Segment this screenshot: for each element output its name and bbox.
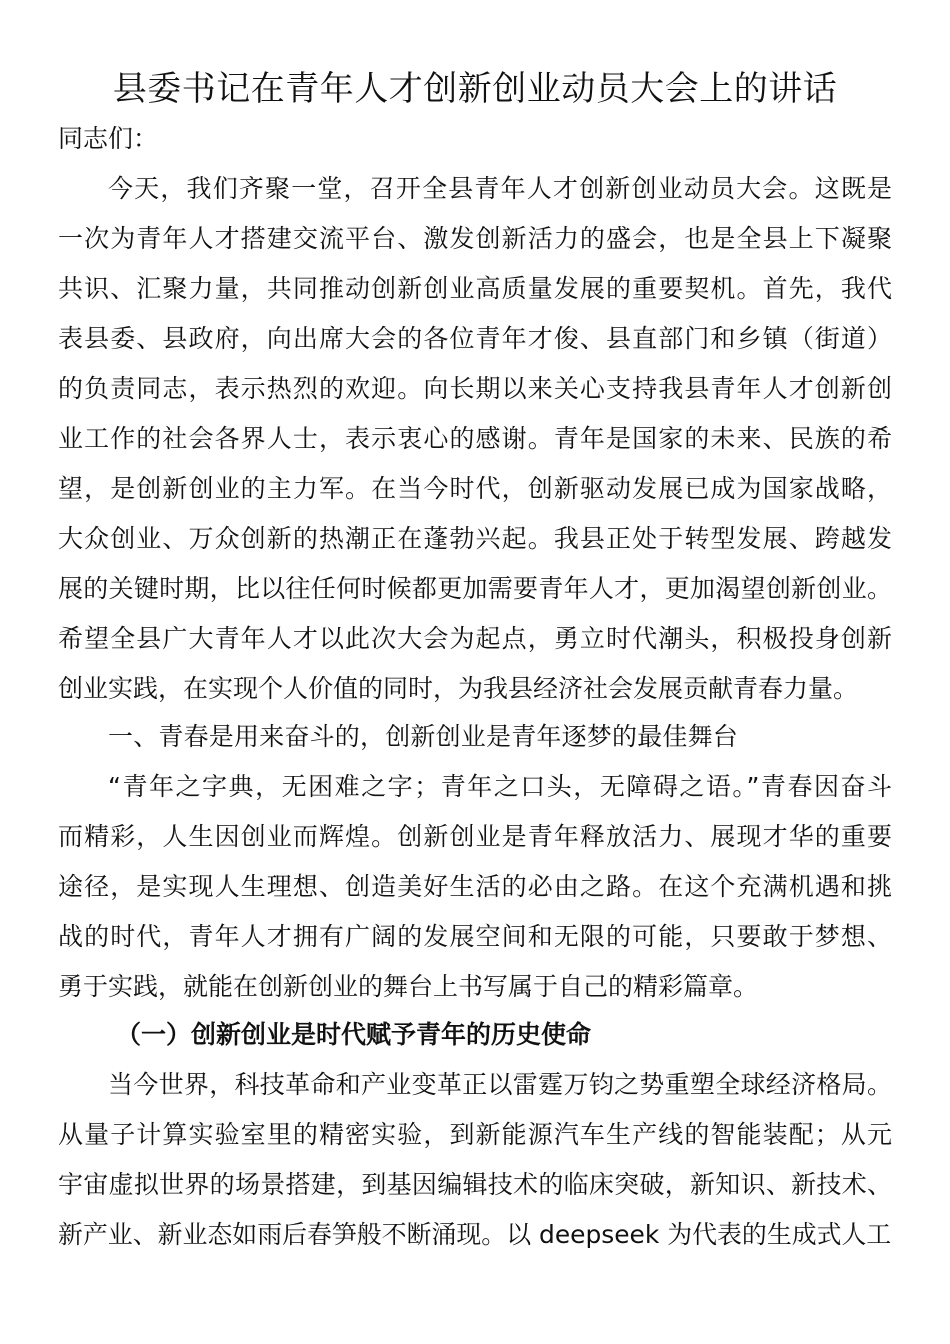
body-line: 业工作的社会各界人士，表示衷心的感谢。青年是国家的未来、民族的希 bbox=[58, 424, 892, 453]
body-line: 当今世界，科技革命和产业变革正以雷霆万钧之势重塑全球经济格局。 bbox=[108, 1070, 892, 1099]
body-line: 共识、汇聚力量，共同推动创新创业高质量发展的重要契机。首先，我代 bbox=[58, 274, 892, 303]
body-line: 新产业、新业态如雨后春笋般不断涌现。以 deepseek 为代表的生成式人工 bbox=[58, 1220, 892, 1249]
body-line: 从量子计算实验室里的精密实验，到新能源汽车生产线的智能装配；从元 bbox=[58, 1120, 892, 1149]
body-line: 一次为青年人才搭建交流平台、激发创新活力的盛会，也是全县上下凝聚 bbox=[58, 224, 892, 253]
body-line: 而精彩，人生因创业而辉煌。创新创业是青年释放活力、展现才华的重要 bbox=[58, 822, 892, 851]
body-line: 的负责同志，表示热烈的欢迎。向长期以来关心支持我县青年人才创新创 bbox=[58, 374, 892, 403]
body-line: “青年之字典，无困难之字；青年之口头，无障碍之语。”青春因奋斗 bbox=[108, 772, 892, 801]
body-line: 展的关键时期，比以往任何时候都更加需要青年人才，更加渴望创新创业。 bbox=[58, 574, 892, 603]
body-line: 表县委、县政府，向出席大会的各位青年才俊、县直部门和乡镇（街道） bbox=[58, 324, 892, 353]
body-line: 途径，是实现人生理想、创造美好生活的必由之路。在这个充满机遇和挑 bbox=[58, 872, 892, 901]
section-heading-1: 一、青春是用来奋斗的，创新创业是青年逐梦的最佳舞台 bbox=[108, 722, 739, 751]
body-line: 希望全县广大青年人才以此次大会为起点，勇立时代潮头，积极投身创新 bbox=[58, 624, 892, 653]
body-line: 宇宙虚拟世界的场景搭建，到基因编辑技术的临床突破，新知识、新技术、 bbox=[58, 1170, 892, 1199]
body-line: 今天，我们齐聚一堂，召开全县青年人才创新创业动员大会。这既是 bbox=[108, 174, 892, 203]
subsection-heading-1: （一）创新创业是时代赋予青年的历史使命 bbox=[116, 1020, 592, 1049]
body-line: 望，是创新创业的主力军。在当今时代，创新驱动发展已成为国家战略， bbox=[58, 474, 892, 503]
body-line: 大众创业、万众创新的热潮正在蓬勃兴起。我县正处于转型发展、跨越发 bbox=[58, 524, 892, 553]
body-line: 勇于实践，就能在创新创业的舞台上书写属于自己的精彩篇章。 bbox=[58, 972, 759, 1001]
document-title: 县委书记在青年人才创新创业动员大会上的讲话 bbox=[112, 69, 838, 109]
salutation: 同志们： bbox=[58, 124, 159, 153]
body-line: 战的时代，青年人才拥有广阔的发展空间和无限的可能，只要敢于梦想、 bbox=[58, 922, 892, 951]
body-line: 创业实践，在实现个人价值的同时，为我县经济社会发展贡献青春力量。 bbox=[58, 674, 859, 703]
